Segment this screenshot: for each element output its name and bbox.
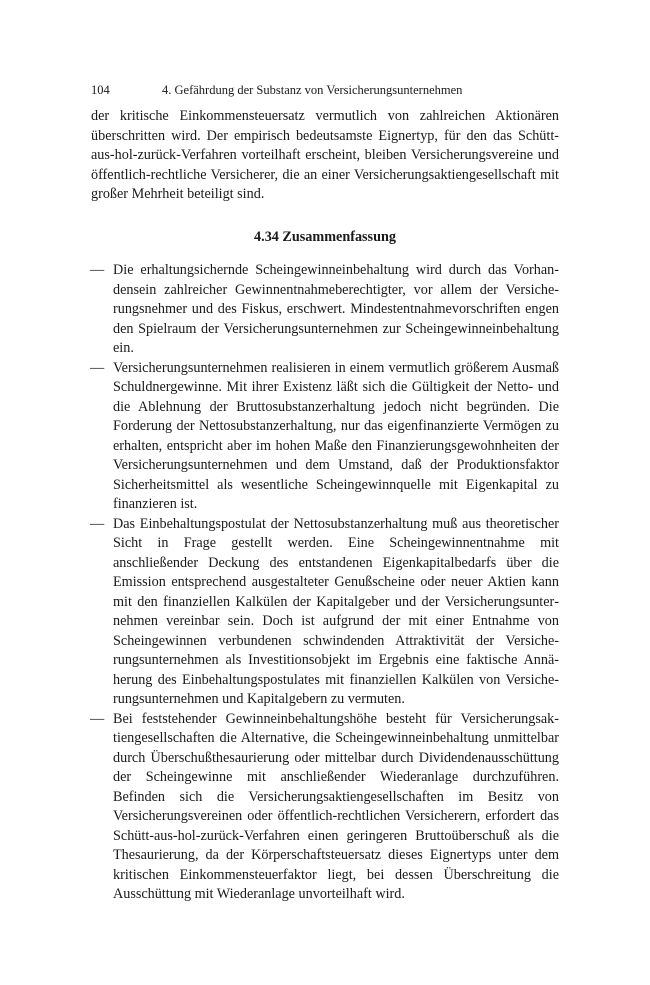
dash-bullet: —: [90, 262, 105, 278]
intro-paragraph: der kritische Einkommensteuersatz vermutlich von zahlreichen Aktionären überschritten wird. Der empirisch bedeutsamste Eignertyp, für den das Schütt-aus-hol-zurück-Verfahren vorteilhaft erscheint, bleiben Versicherungsvereine und öffentlich-rechtliche Versicherer, die an einer Versicherungsaktiengesellschaft mit großer Mehrheit beteiligt sind.: [91, 108, 559, 202]
summary-list: [91, 261, 559, 905]
book-page: [91, 82, 559, 905]
summary-item-3: [91, 515, 559, 710]
summary-item-4: [91, 710, 559, 905]
summary-item-1: [91, 261, 559, 359]
summary-item-text: Bei feststehender Gewinneinbehaltungshöhe besteht für Versicherungsaktiengesellschaften die Alternative, die Scheingewinneinbehaltung unmittelbar durch Überschußthesaurierung oder mittelbar durch Dividendenausschüttung der Scheingewinne mit anschließender Wiederanlage durchzuführen. Befinden sich die Versicherungsaktiengesellschaften im Besitz von Versicherungsvereinen oder öffentlich-rechtlichen Versicherern, erfordert das Schütt-aus-hol-zurück-Verfahren einen geringeren Bruttoüberschuß als die Thesaurierung, da der Körperschaftsteuersatz dieses Eignertyps unter dem kritischen Einkommensteuerfaktor liegt, bei dessen Überschreitung die Ausschüttung mit Wiederanlage unvorteilhaft wird.: [113, 710, 559, 902]
chapter-title: 4. Gefährdung der Substanz von Versicherungsunternehmen: [162, 83, 463, 97]
summary-item-2: [91, 359, 559, 515]
running-head: [91, 82, 559, 98]
dash-bullet: —: [90, 710, 105, 727]
summary-item-text: Die erhaltungsichernde Scheingewinneinbehaltung wird durch das Vorhandensein zahlreicher Gewinnentnahmeberechtigter, vor allem der Versicherungsnehmer und des Fiskus, erschwert. Mindestentnahmevorschriften engen den Spielraum der Versicherungsunternehmen zur Scheingewinneinbehaltung ein.: [113, 262, 559, 356]
summary-item-text: Versicherungsunternehmen realisieren in einem vermutlich größerem Ausmaß Schuldnergewinne. Mit ihrer Existenz läßt sich die Gültigkeit der Netto- und die Ablehnung der Bruttosubstanzerhaltung jedoch nicht begründen. Die Forderung der Nettosubstanzerhaltung, nur das eigenfinanzierte Vermögen zu erhalten, entspricht aber im hohen Maße den Finanzierungsgewohnheiten der Versicherungsunternehmen und dem Umstand, daß der Produktionsfaktor Sicherheitsmittel als wesentliche Scheingewinnquelle mit Eigenkapital zu finanzieren ist.: [113, 359, 559, 512]
dash-bullet: —: [90, 359, 105, 376]
section-heading: 4.34 Zusammenfassung: [254, 228, 396, 245]
page-number: 104: [91, 83, 110, 97]
dash-bullet: —: [90, 515, 105, 532]
summary-item-text: Das Einbehaltungspostulat der Nettosubstanzerhaltung muß aus theoretischer Sicht in Frage gestellt werden. Eine Scheingewinnentnahme mit anschließender Deckung des entstandenen Eigenkapitalbedarfs über die Emission entsprechend ausgestalteter Genußscheine oder neuer Aktien kann mit den finanziellen Kalkülen der Kapitalgeber und der Versicherungsunternehmen vereinbar sein. Doch ist aufgrund der mit einer Entnahme von Scheingewinnen verbundenen schwindenden Attraktivität der Versicherungsunternehmen als Investitionsobjekt im Ergebnis eine faktische Annäherung des Einbehaltungspostulates mit finanziellen Kalkülen von Versicherungsunternehmen und Kapitalgebern zu vermuten.: [113, 515, 559, 707]
